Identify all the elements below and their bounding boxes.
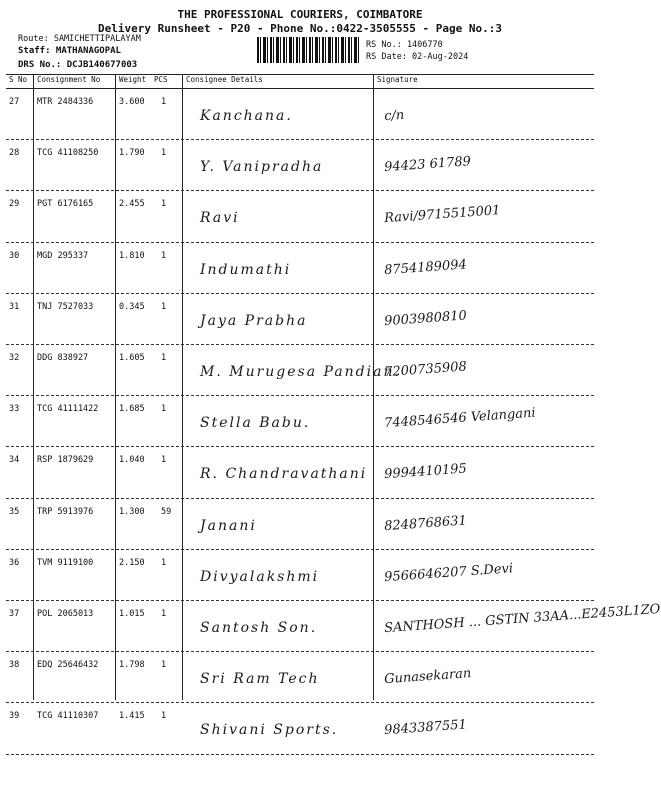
- consignee-handwritten: Shivani Sports.: [200, 722, 339, 738]
- table-row: [0, 192, 600, 240]
- row-sno: 35: [9, 507, 20, 517]
- row-separator: [6, 242, 594, 243]
- col-header-weight: Weight: [119, 75, 147, 84]
- weight-value: 1.015: [119, 609, 145, 619]
- pcs-count: 1: [161, 404, 167, 414]
- row-sno: 31: [9, 302, 20, 312]
- table-row: [0, 601, 661, 650]
- signature-handwritten: c/n: [383, 107, 405, 125]
- row-sno: 36: [9, 558, 20, 568]
- row-separator: [6, 600, 594, 601]
- row-sno: 32: [9, 353, 20, 363]
- rs-number: RS No.: 1406770: [366, 40, 443, 50]
- row-separator: [6, 754, 594, 755]
- row-separator: [6, 651, 594, 652]
- weight-value: 3.600: [119, 97, 145, 107]
- consignment-number: TVM 9119100: [37, 558, 94, 568]
- signature-handwritten: 9843387551: [383, 717, 468, 739]
- signature-handwritten: 8754189094: [383, 257, 468, 279]
- signature-handwritten: 9994410195: [383, 461, 468, 483]
- pcs-count: 1: [161, 97, 167, 107]
- table-row: [0, 653, 600, 701]
- weight-value: 1.810: [119, 251, 145, 261]
- consignment-number: TRP 5913976: [37, 507, 94, 517]
- route-label: Route: SAMICHETTIPALAYAM: [18, 34, 141, 44]
- consignee-handwritten: Y. Vanipradha: [200, 159, 324, 175]
- weight-value: 1.798: [119, 660, 145, 670]
- weight-value: 2.150: [119, 558, 145, 568]
- consignment-number: TNJ 7527033: [37, 302, 94, 312]
- table-row: [0, 346, 600, 394]
- row-sno: 30: [9, 251, 20, 261]
- weight-value: 1.300: [119, 507, 145, 517]
- weight-value: 1.415: [119, 711, 145, 721]
- drs-number: DRS No.: DCJB140677003: [18, 60, 138, 70]
- table-header-rule: [6, 88, 594, 89]
- col-header-signature: Signature: [377, 75, 418, 84]
- table-row: [0, 448, 600, 496]
- pcs-count: 1: [161, 251, 167, 261]
- pcs-count: 1: [161, 660, 167, 670]
- barcode-image: [257, 37, 359, 63]
- row-sno: 38: [9, 660, 20, 670]
- row-sno: 37: [9, 609, 20, 619]
- row-sno: 34: [9, 455, 20, 465]
- weight-value: 0.345: [119, 302, 145, 312]
- signature-handwritten: SANTHOSH ... GSTIN 33AA...E2453L1ZO: [383, 601, 661, 637]
- row-separator: [6, 549, 594, 550]
- row-separator: [6, 344, 594, 345]
- row-sno: 28: [9, 148, 20, 158]
- pcs-count: 1: [161, 353, 167, 363]
- consignee-handwritten: Ravi: [200, 210, 240, 226]
- table-row: [0, 141, 600, 189]
- consignee-handwritten: Indumathi: [200, 262, 292, 278]
- row-sno: 39: [9, 711, 20, 721]
- table-row: [0, 295, 600, 343]
- signature-handwritten: Ravi/9715515001: [383, 203, 501, 227]
- weight-value: 2.455: [119, 199, 145, 209]
- consignee-handwritten: Kanchana.: [200, 108, 293, 124]
- staff-label: Staff: MATHANAGOPAL: [18, 46, 121, 56]
- row-separator: [6, 190, 594, 191]
- weight-value: 1.790: [119, 148, 145, 158]
- table-row: [0, 551, 600, 599]
- consignment-number: TCG 41108250: [37, 148, 99, 158]
- consignment-number: PGT 6176165: [37, 199, 94, 209]
- consignee-handwritten: Jaya Prabha: [200, 313, 308, 329]
- signature-handwritten: 7448546546 Velangani: [383, 405, 537, 432]
- table-row: [0, 500, 600, 548]
- weight-value: 1.605: [119, 353, 145, 363]
- consignee-handwritten: Sri Ram Tech: [200, 671, 320, 687]
- pcs-count: 1: [161, 609, 167, 619]
- pcs-count: 1: [161, 148, 167, 158]
- row-separator: [6, 446, 594, 447]
- signature-handwritten: 9566646207 S.Devi: [383, 561, 514, 586]
- signature-handwritten: 8248768631: [383, 513, 468, 535]
- consignee-handwritten: Stella Babu.: [200, 415, 311, 431]
- pcs-count: 1: [161, 711, 167, 721]
- weight-value: 1.040: [119, 455, 145, 465]
- consignment-number: RSP 1879629: [37, 455, 94, 465]
- pcs-count: 59: [161, 507, 172, 517]
- pcs-count: 1: [161, 455, 167, 465]
- consignment-number: TCG 41110307: [37, 711, 99, 721]
- row-sno: 33: [9, 404, 20, 414]
- consignment-number: DDG 838927: [37, 353, 89, 363]
- signature-handwritten: 7200735908: [383, 359, 468, 381]
- row-separator: [6, 139, 594, 140]
- rs-date: RS Date: 02-Aug-2024: [366, 52, 469, 62]
- signature-handwritten: Gunasekaran: [383, 666, 472, 688]
- consignment-number: EDQ 25646432: [37, 660, 99, 670]
- consignee-handwritten: M. Murugesa Pandian.: [200, 364, 401, 380]
- consignee-handwritten: Divyalakshmi: [200, 569, 320, 585]
- pcs-count: 1: [161, 558, 167, 568]
- table-row: [0, 90, 600, 138]
- row-separator: [6, 293, 594, 294]
- consignee-handwritten: R. Chandravathani: [200, 466, 368, 482]
- row-separator: [6, 702, 594, 703]
- pcs-count: 1: [161, 302, 167, 312]
- runsheet-title: Delivery Runsheet - P20 - Phone No.:0422-3505555 - Page No.:3: [98, 22, 502, 35]
- consignment-number: MGD 295337: [37, 251, 89, 261]
- row-sno: 29: [9, 199, 20, 209]
- consignment-number: MTR 2484336: [37, 97, 94, 107]
- col-header-consignee: Consignee Details: [186, 75, 263, 84]
- consignee-handwritten: Santosh Son.: [200, 620, 318, 636]
- consignment-number: POL 2065013: [37, 609, 94, 619]
- table-row: [0, 704, 600, 752]
- table-row: [0, 244, 600, 292]
- company-title: THE PROFESSIONAL COURIERS, COIMBATORE: [177, 8, 423, 21]
- weight-value: 1.685: [119, 404, 145, 414]
- row-separator: [6, 498, 594, 499]
- pcs-count: 1: [161, 199, 167, 209]
- consignee-handwritten: Janani: [200, 518, 257, 534]
- row-sno: 27: [9, 97, 20, 107]
- consignment-number: TCG 41111422: [37, 404, 99, 414]
- col-header-consignment: Consignment No: [37, 75, 101, 84]
- row-separator: [6, 395, 594, 396]
- table-row: [0, 397, 600, 445]
- signature-handwritten: 94423 61789: [383, 154, 472, 176]
- col-header-sno: S No: [9, 75, 28, 84]
- signature-handwritten: 9003980810: [383, 308, 468, 330]
- col-header-pcs: PCS: [154, 75, 168, 84]
